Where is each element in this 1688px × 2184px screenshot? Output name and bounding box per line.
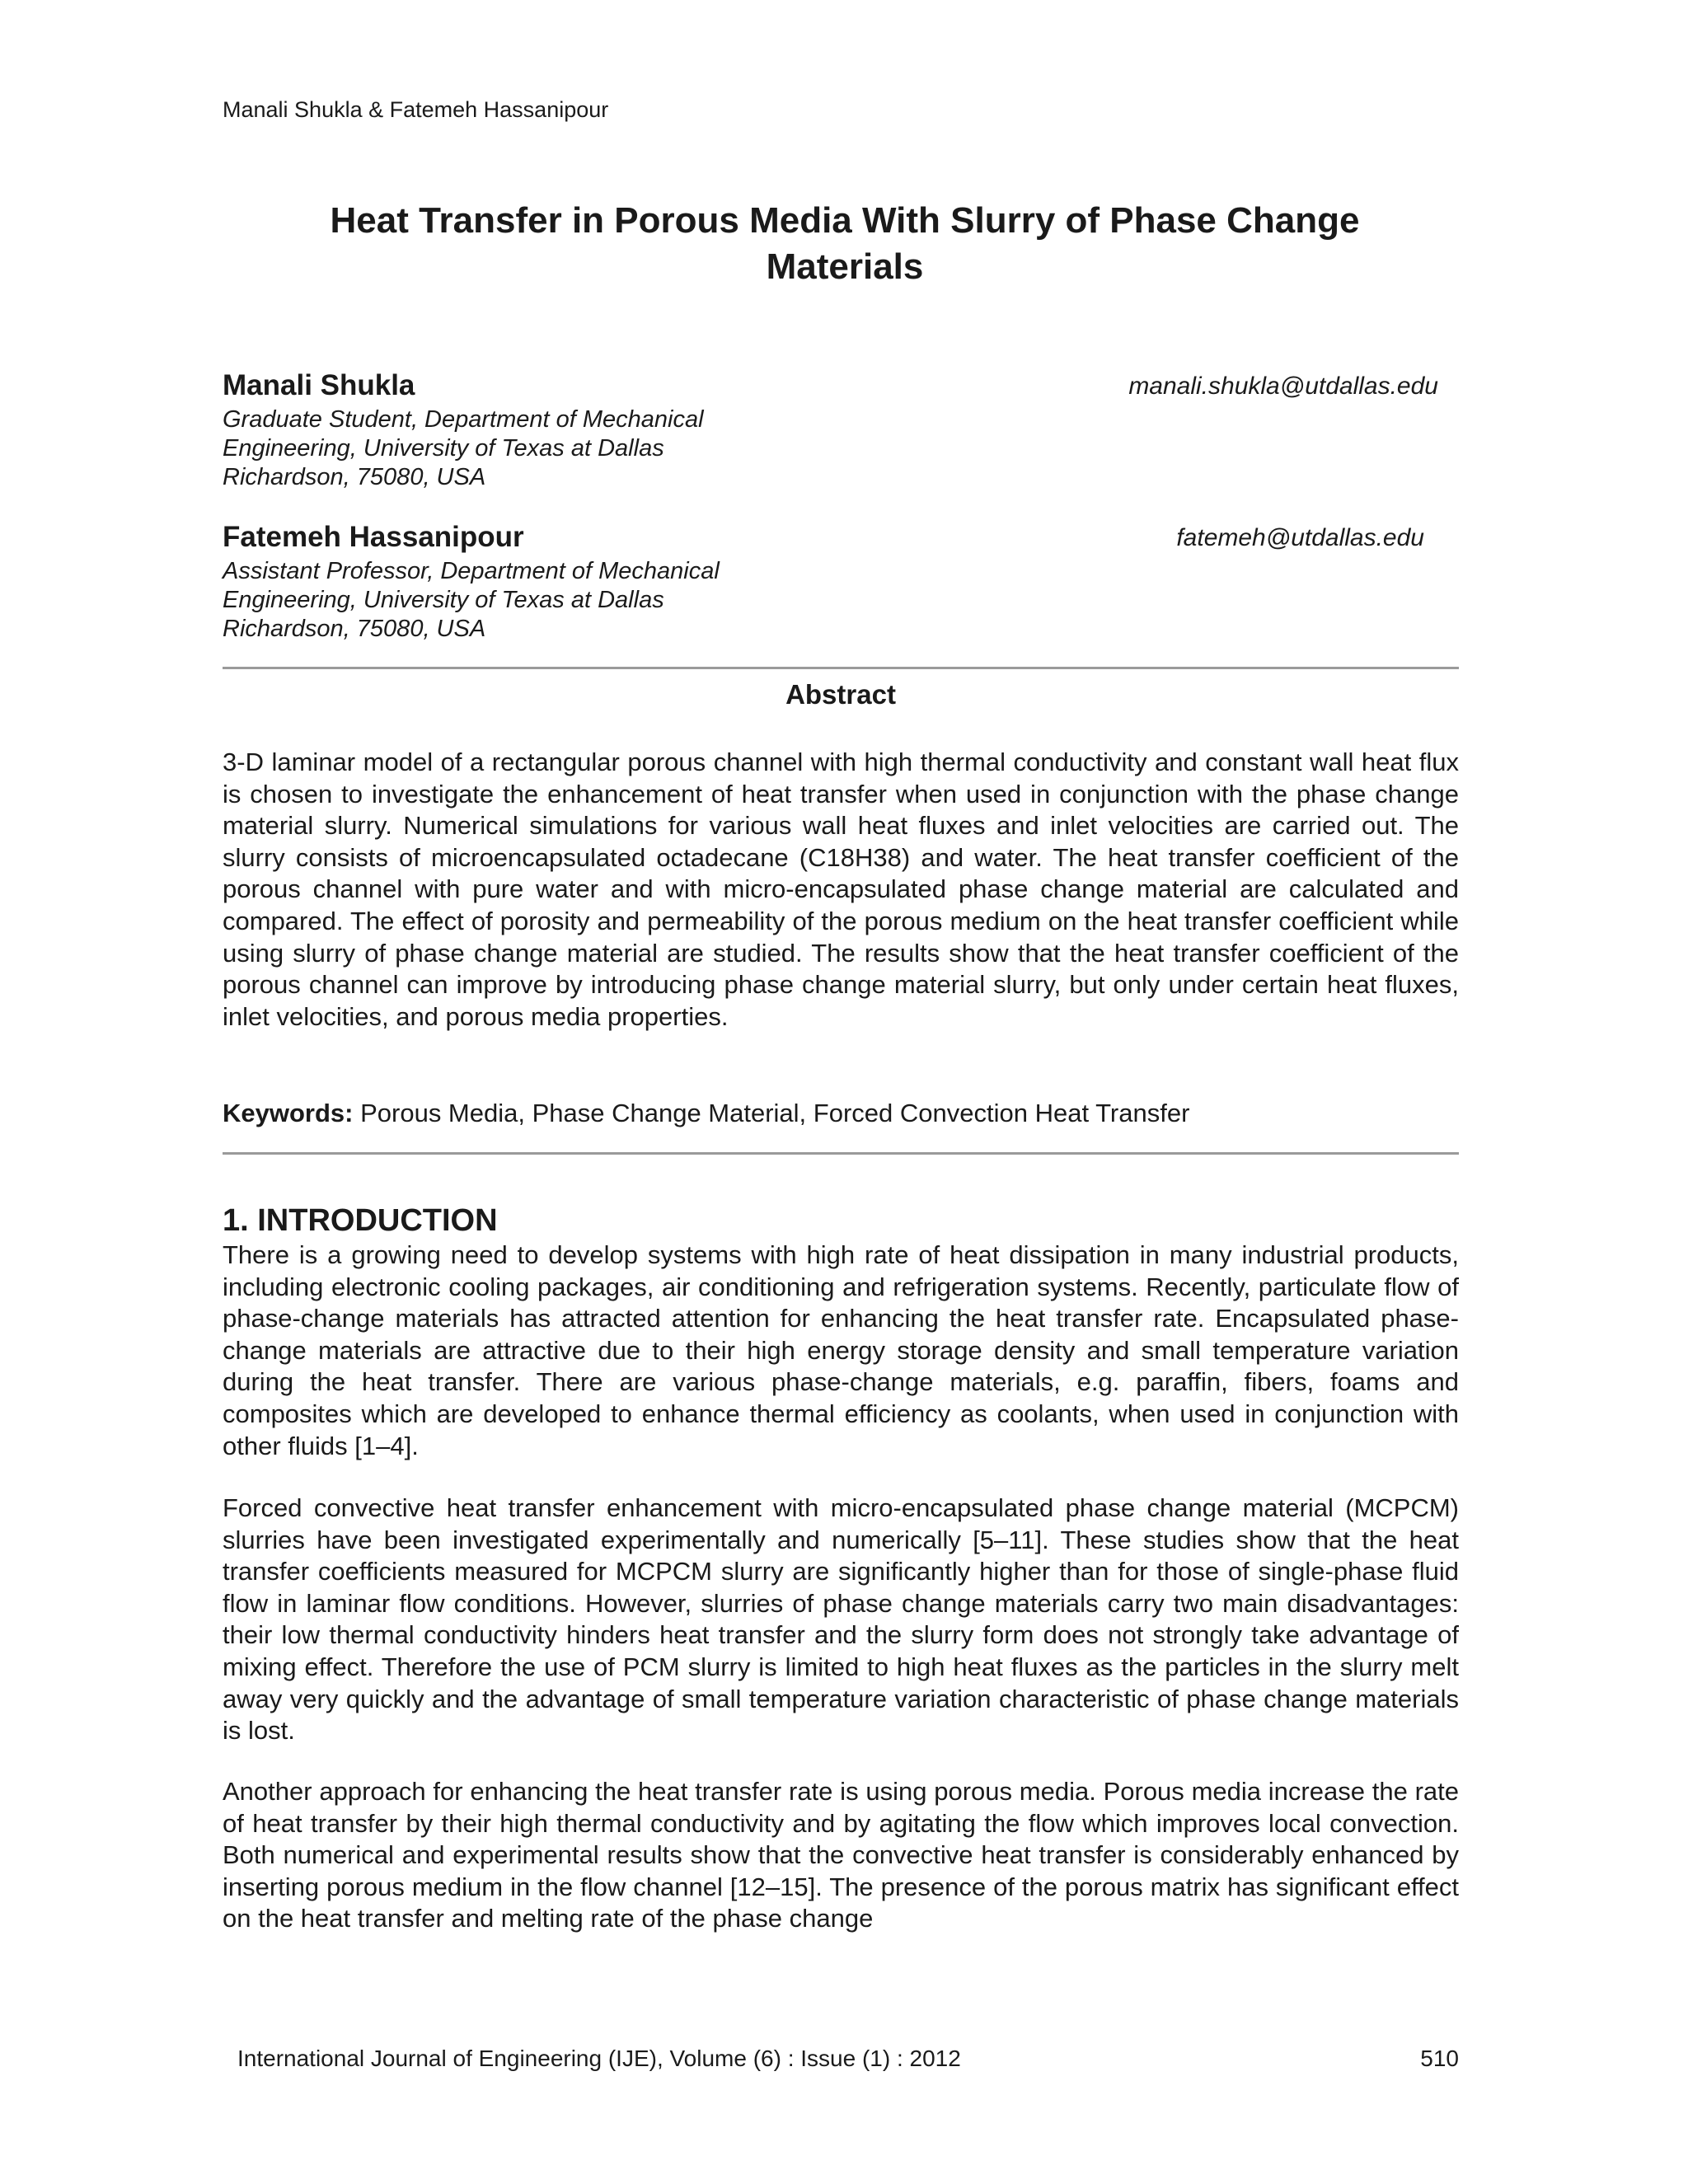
footer-journal: International Journal of Engineering (IJE), Volume (6) : Issue (1) : 2012: [237, 2046, 961, 2071]
intro-paragraph-3: Another approach for enhancing the heat transfer rate is using porous media. Porous media increase the rate of heat transfer by their high thermal conductivity and by agitating the flow which improves local convection. Both numerical and experimental results show that the convective heat transfer is considerably enhanced by inserting porous medium in the flow channel [12–15]. The presence of the porous matrix has significant effect on the heat transfer and melting rate of the phase change: [223, 1777, 1459, 1933]
author-2-affiliation-line: Assistant Professor, Department of Mechanical: [223, 558, 720, 584]
keywords-text: Porous Media, Phase Change Material, Forced Convection Heat Transfer: [353, 1099, 1190, 1127]
top-divider: [223, 667, 1459, 669]
author-1-affiliation-line: Graduate Student, Department of Mechanical: [223, 406, 704, 433]
author-1-affiliation: [223, 405, 964, 492]
author-2-name: Fatemeh Hassanipour: [223, 521, 524, 553]
author-1-affiliation-line: Engineering, University of Texas at Dallas: [223, 435, 664, 462]
intro-paragraph-2: Forced convective heat transfer enhancement with micro-encapsulated phase change material (MCPCM) slurries have been investigated experimentally and numerically [5–11]. These studies show that the heat transfer coefficients measured for MCPCM slurry are significantly higher than for those of single-phase fluid flow in laminar flow conditions. However, slurries of phase change materials carry two main disadvantages: their low thermal conductivity hinders heat transfer and the slurry form does not strongly take advantage of mixing effect. Therefore the use of PCM slurry is limited to high heat fluxes as the particles in the slurry melt away very quickly and the advantage of small temperature variation characteristic of phase change materials is lost.: [223, 1493, 1459, 1746]
author-2-affiliation: [223, 557, 964, 644]
section-heading-introduction: 1. INTRODUCTION: [223, 1203, 498, 1238]
paper-title-line-2: Materials: [766, 246, 924, 287]
intro-paragraph-1: There is a growing need to develop systems with high rate of heat dissipation in many industrial products, including electronic cooling packages, air conditioning and refrigeration systems. Recently, particulate flow of phase-change materials has attracted attention for enhancing the heat transfer rate. Encapsulated phase-change materials are attractive due to their high energy storage density and small temperature variation during the heat transfer. There are various phase-change materials, e.g. paraffin, fibers, foams and composites which are developed to enhance thermal efficiency as coolants, when used in conjunction with other fluids [1–4].: [223, 1240, 1459, 1460]
running-head: Manali Shukla & Fatemeh Hassanipour: [223, 97, 609, 122]
author-1-affiliation-line: Richardson, 75080, USA: [223, 464, 486, 490]
author-2-email: fatemeh@utdallas.edu: [1176, 524, 1424, 551]
author-1-email: manali.shukla@utdallas.edu: [1128, 373, 1438, 400]
author-2-affiliation-line: Engineering, University of Texas at Dallas: [223, 587, 664, 613]
paper-title: [223, 198, 1467, 290]
keywords: [223, 1099, 1459, 1128]
author-2-affiliation-line: Richardson, 75080, USA: [223, 616, 486, 642]
abstract-text: 3-D laminar model of a rectangular porous channel with high thermal conductivity and constant wall heat flux is chosen to investigate the enhancement of heat transfer when used in conjunction with the phase change material slurry. Numerical simulations for various wall heat fluxes and inlet velocities are carried out. The slurry consists of microencapsulated octadecane (C18H38) and water. The heat transfer coefficient of the porous channel with pure water and with micro-encapsulated phase change material are calculated and compared. The effect of porosity and permeability of the porous medium on the heat transfer coefficient while using slurry of phase change material are studied. The results show that the heat transfer coefficient of the porous channel can improve by introducing phase change material slurry, but only under certain heat fluxes, inlet velocities, and porous media properties.: [223, 748, 1459, 1031]
abstract-heading: Abstract: [785, 679, 896, 710]
paper-title-line-1: Heat Transfer in Porous Media With Slurry of Phase Change: [330, 200, 1360, 241]
bottom-divider: [223, 1152, 1459, 1155]
keywords-label: Keywords:: [223, 1099, 354, 1127]
footer-page-number: 510: [1420, 2046, 1459, 2071]
author-1-name: Manali Shukla: [223, 369, 415, 401]
